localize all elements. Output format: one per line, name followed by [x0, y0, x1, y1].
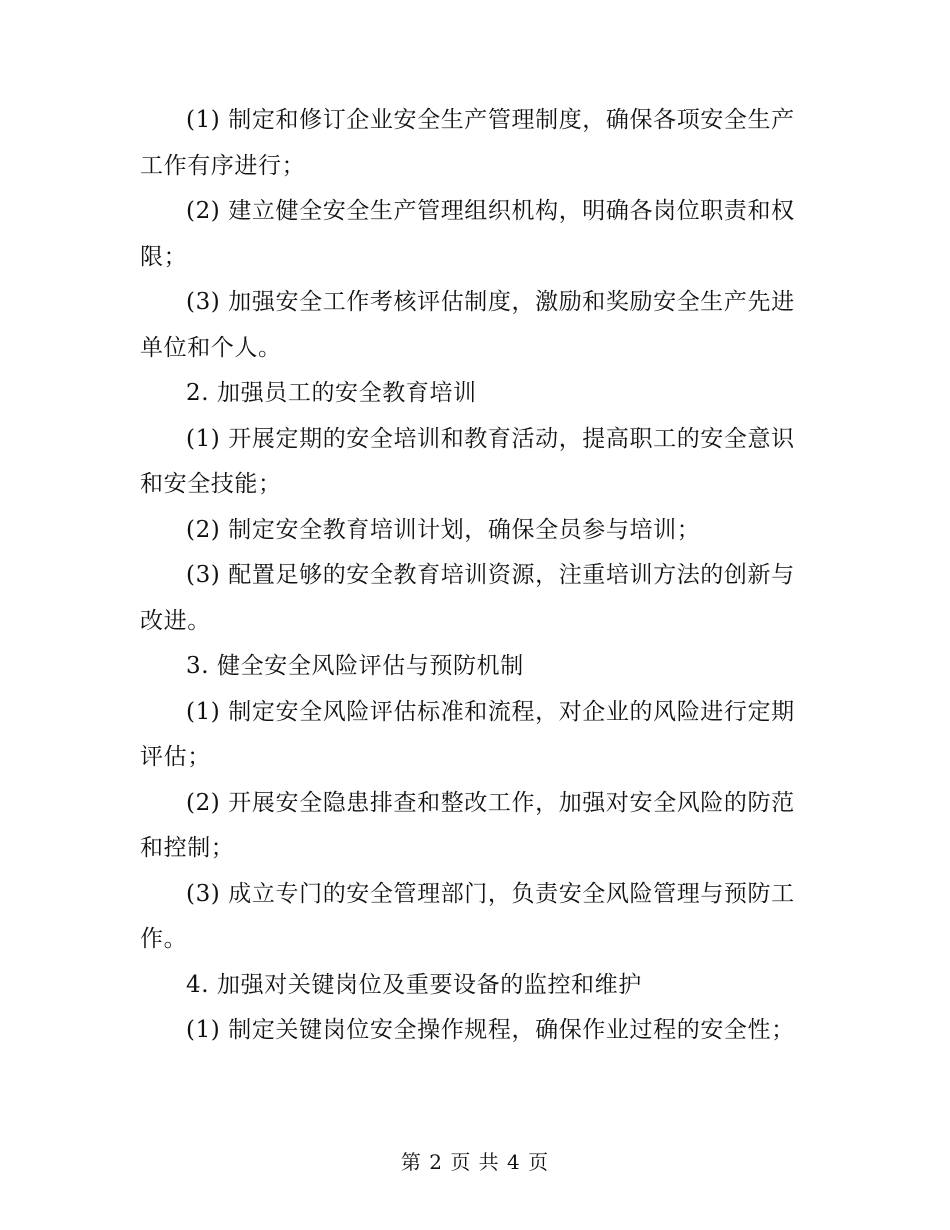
section-heading: 2. 加强员工的安全教育培训 — [186, 380, 477, 406]
paragraph: (3) 配置足够的安全教育培训资源，注重培训方法的创新与改进。 — [140, 562, 795, 634]
page-number-footer: 第 2 页 共 4 页 — [400, 1150, 550, 1174]
paragraph: (2) 建立健全安全生产管理组织机构，明确各岗位职责和权限； — [140, 198, 795, 270]
paragraph: (1) 制定和修订企业安全生产管理制度，确保各项安全生产工作有序进行； — [140, 107, 795, 179]
document-body — [140, 98, 795, 1054]
paragraph: (1) 制定关键岗位安全操作规程，确保作业过程的安全性； — [186, 1017, 795, 1043]
paragraph: (2) 开展安全隐患排查和整改工作，加强对安全风险的防范和控制； — [140, 789, 795, 861]
section-heading: 4. 加强对关键岗位及重要设备的监控和维护 — [186, 971, 642, 998]
paragraph: (3) 成立专门的安全管理部门，负责安全风险管理与预防工作。 — [140, 880, 795, 952]
paragraph: (1) 制定安全风险评估标准和流程，对企业的风险进行定期评估； — [140, 698, 795, 770]
paragraph: (3) 加强安全工作考核评估制度，激励和奖励安全生产先进单位和个人。 — [140, 289, 795, 361]
paragraph: (2) 制定安全教育培训计划，确保全员参与培训； — [186, 516, 701, 543]
paragraph: (1) 开展定期的安全培训和教育活动，提高职工的安全意识和安全技能； — [140, 425, 795, 497]
section-heading: 3. 健全安全风险评估与预防机制 — [186, 653, 524, 679]
